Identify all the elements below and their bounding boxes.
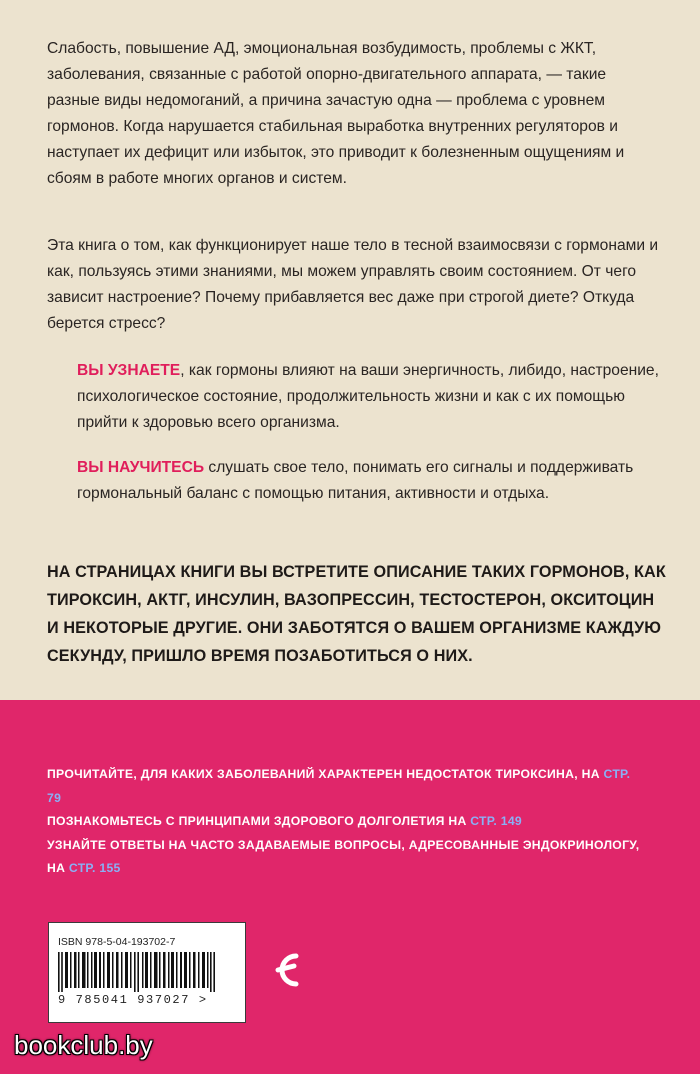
skills-text: слушать свое тело, понимать его сигналы и поддерживать гормональный баланс с помощью питания, активности и отдыха. [77,459,634,502]
learn-text: , как гормоны влияют на ваши энергичность, либидо, настроение, психологическое состояние, продолжительность жизни и как с их помощью прийти к здоровью всего организма. [77,362,659,431]
hormones-statement: НА СТРАНИЦАХ КНИГИ ВЫ ВСТРЕТИТЕ ОПИСАНИЕ ТАКИХ ГОРМОНОВ, КАК ТИРОКСИН, АКТГ, ИНСУЛИН, ВАЗОПРЕССИН, ТЕСТОСТЕРОН, ОКСИТОЦИН И НЕКОТОРЫЕ ДРУГИЕ. ОНИ ЗАБОТЯТСЯ О ВАШЕМ ОРГАНИЗМЕ КАЖДУЮ СЕКУНДУ, ПРИШЛО ВРЕМЯ ПОЗАБОТИТЬСЯ О НИХ. [47,563,666,665]
barcode-icon [58,952,234,992]
facts-list [47,763,647,881]
fact-item [47,810,647,834]
fact-text: ПРОЧИТАЙТЕ, ДЛЯ КАКИХ ЗАБОЛЕВАНИЙ ХАРАКТЕРЕН НЕДОСТАТОК ТИРОКСИНА, НА [47,767,604,781]
fact-page-ref: СТР. 155 [68,861,121,875]
watermark-text: bookclub.by [14,1030,153,1060]
about-paragraph: Эта книга о том, как функционирует наше тело в тесной взаимосвязи с гормонами и как, пользуясь этими знаниями, мы можем управлять своим состоянием. От чего зависит настроение? Почему прибавляется вес даже при строгой диете? Откуда берется стресс? [47,237,659,332]
isbn-label: ISBN 978-5-04-193702-7 [58,936,176,948]
learn-highlight: ВЫ УЗНАЕТЕ [77,362,181,379]
eksmo-logo-icon [266,944,302,996]
intro-paragraph: Слабость, повышение АД, эмоциональная возбудимость, проблемы с ЖКТ, заболевания, связанные с работой опорно-двигательного аппарата, — такие разные виды недомоганий, а причина зачастую одна — проблема с уровнем гормонов. Когда нарушается стабильная выработка внутренних регуляторов и наступает их дефицит или избыток, это приводит к болезненным ощущениям и сбоям в работе многих органов и систем. [47,40,625,187]
barcode-digits: 9 785041 937027 > [58,993,208,1007]
fact-text: ПОЗНАКОМЬТЕСЬ С ПРИНЦИПАМИ ЗДОРОВОГО ДОЛГОЛЕТИЯ НА [47,814,471,828]
fact-item [47,763,647,810]
fact-item [47,834,647,881]
fact-page-ref: СТР. 149 [470,814,522,828]
skills-highlight: ВЫ НАУЧИТЕСЬ [77,459,205,476]
skills-paragraph [77,455,677,507]
learn-paragraph [77,358,677,436]
fact-page-ref: СТР. 79 [47,767,631,805]
fact-text: УЗНАЙТЕ ОТВЕТЫ НА ЧАСТО ЗАДАВАЕМЫЕ ВОПРОСЫ, АДРЕСОВАННЫЕ ЭНДОКРИНОЛОГУ, НА [47,837,640,875]
